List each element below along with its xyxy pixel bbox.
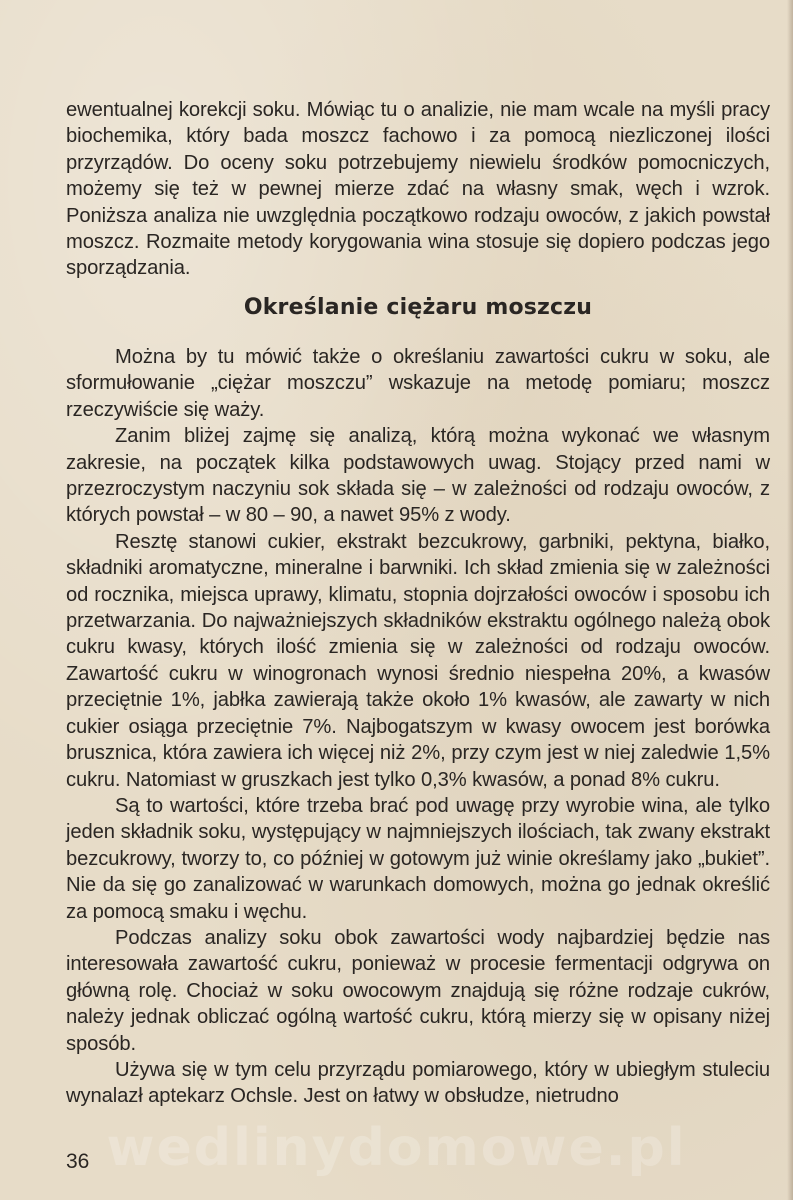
body-text — [66, 344, 770, 1110]
paragraph: Resztę stanowi cukier, ekstrakt bezcukrowy, garbniki, pektyna, białko, składniki aromatyczne, mineralne i barwniki. Ich skład zmienia się w zależności od rocznika, miejsca uprawy, klimatu, stopnia dojrzałości owoców i sposobu ich przetwarzania. Do najważniejszych składników ekstraktu ogólnego należą obok cukru kwasy, których ilość zmienia się w zależności od rodzaju owoców. Zawartość cukru w winogronach wynosi średnio niespełna 20%, a kwasów przeciętnie 1%, jabłka zawierają także około 1% kwasów, ale zawarty w nich cukier osiąga przeciętnie 7%. Najbogatszym w kwasy owocem jest borówka brusznica, która zawiera ich więcej niż 2%, przy czym jest w niej zaledwie 1,5% cukru. Natomiast w gruszkach jest tylko 0,3% kwasów, a ponad 8% cukru. — [66, 530, 770, 791]
section-heading: Określanie ciężaru moszczu — [243, 295, 593, 320]
page-edge-shadow — [787, 0, 793, 1200]
intro-paragraph: ewentualnej korekcji soku. Mówiąc tu o analizie, nie mam wcale na myśli pracy biochemika, który bada moszcz fachowo i za pomocą niezliczonej ilości przyrządów. Do oceny soku potrzebujemy niewielu środków pomocniczych, możemy się też w pewnej mierze zdać na własny smak, węch i wzrok. Poniższa analiza nie uwzględnia początkowo rodzaju owoców, z jakich powstał moszcz. Rozmaite metody korygowania wina stosuje się dopiero podczas jego sporządzania. — [66, 99, 770, 280]
paragraph: Zanim bliżej zajmę się analizą, którą można wykonać we własnym zakresie, na początek kilka podstawowych uwag. Stojący przed nami w przezroczystym naczyniu sok składa się – w zależności od rodzaju owoców, z których powstał – w 80 – 90, a nawet 95% z wody. — [66, 425, 770, 527]
watermark: wedlinydomowe.pl — [106, 1118, 687, 1178]
intro-text — [66, 97, 770, 282]
paragraph: Podczas analizy soku obok zawartości wody najbardziej będzie nas interesowała zawartość cukru, ponieważ w procesie fermentacji odgrywa on główną rolę. Chociaż w soku owocowym znajdują się różne rodzaje cukrów, należy jednak obliczać ogólną wartość cukru, którą mierzy się w opisany niżej sposób. — [66, 926, 770, 1055]
paragraph: Używa się w tym celu przyrządu pomiarowego, który w ubiegłym stuleciu wynalazł aptekarz Ochsle. Jest on łatwy w obsłudze, nietrudno — [66, 1058, 770, 1108]
page-number: 36 — [66, 1150, 90, 1173]
paragraph: Można by tu mówić także o określaniu zawartości cukru w soku, ale sformułowanie „ciężar moszczu” wskazuje na metodę pomiaru; moszcz rzeczywiście się waży. — [66, 346, 770, 421]
paragraph: Są to wartości, które trzeba brać pod uwagę przy wyrobie wina, ale tylko jeden składnik soku, występujący w najmniejszych ilościach, tak zwany ekstrakt bezcukrowy, tworzy to, co później w gotowym już winie określamy jako „bukiet”. Nie da się go zanalizować w warunkach domowych, można go jednak określić za pomocą smaku i węchu. — [66, 794, 770, 923]
